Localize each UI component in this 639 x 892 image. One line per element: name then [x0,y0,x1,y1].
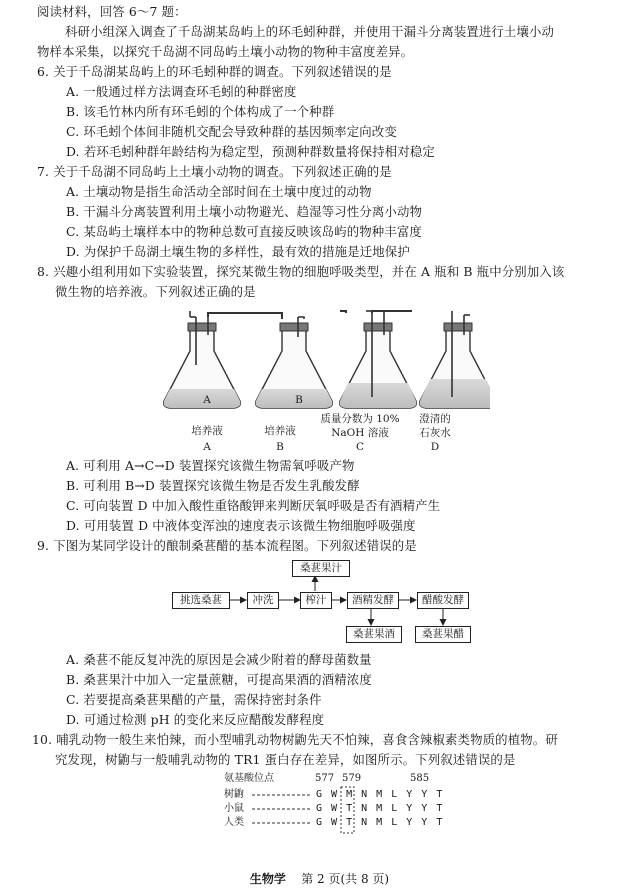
flask-d-letter: D [430,441,440,453]
flask-c [340,311,417,408]
flask-a-inner-label: A [203,394,211,406]
species-mouse: 小鼠 [224,803,244,814]
flask-c-caption-1: 质量分数为 10% [320,413,400,425]
question-10-stem-line2: 究发现，树鼩与一般哺乳动物的 TR1 蛋白存在差异，如图所示。下列叙述错误的是 [55,752,516,767]
question-8-option-c: C. 可向装置 D 中加入酸性重铬酸钾来判断厌氧呼吸是否有酒精产生 [66,498,441,513]
flask-a-letter: A [203,441,211,453]
question-8-option-b: B. 可利用 B→D 装置探究该微生物是否发生乳酸发酵 [66,478,360,493]
flow-box-mulberry-vinegar: 桑葚果醋 [415,626,471,643]
flask-apparatus-figure [150,305,490,425]
flask-a-caption: 培养液 [191,425,223,437]
footer-page-number: 第 2 页(共 8 页) [301,872,390,886]
question-6-option-c: C. 环毛蚓个体间非随机交配会导致种群的基因频率定向改变 [66,124,397,139]
question-9-option-d: D. 可通过检测 pH 的变化来反应醋酸发酵程度 [66,712,325,727]
question-7-option-d: D. 为保护千岛湖土壤生物的多样性，最有效的措施是迁地保护 [66,244,410,259]
question-6-stem: 6. 关于千岛湖某岛屿上的环毛蚓种群的调查。下列叙述错误的是 [37,64,392,79]
flow-box-juice-top: 桑葚果汁 [292,560,350,577]
question-7-option-b: B. 干漏斗分离装置利用土壤小动物避光、趋湿等习性分离小动物 [66,204,423,219]
question-8-option-a: A. 可利用 A→C→D 装置探究该微生物需氧呼吸产物 [66,458,355,473]
question-8-option-d: D. 可用装置 D 中液体变浑浊的速度表示该微生物细胞呼吸强度 [66,518,416,533]
question-9-option-b: B. 桑葚果汁中加入一定量蔗糖，可提高果酒的酒精浓度 [66,672,372,687]
reading-intro: 阅读材料，回答 6～7 题： [37,4,187,19]
flask-d-caption-2: 石灰水 [419,427,451,439]
reading-material-line2: 物样本采集，以探究千岛湖不同岛屿土壤小动物的物种丰富度差异。 [37,44,414,59]
question-7-stem: 7. 关于千岛湖不同岛屿上土壤小动物的调查。下列叙述正确的是 [37,164,392,179]
flow-box-squeeze: 榨汁 [300,592,332,609]
flask-d [420,311,490,408]
species-human: 人类 [224,817,244,828]
sequence-tree-shrew: G W M N M L Y Y T [316,789,444,800]
flask-c-letter: C [355,441,365,453]
flask-d-caption-1: 澄清的 [419,413,451,425]
question-6-option-b: B. 该毛竹林内所有环毛蚓的个体构成了一个种群 [66,104,335,119]
flask-b-letter: B [276,441,284,453]
sequence-human: G W T N M L Y Y T [316,817,444,828]
sequence-mouse: G W T N M L Y Y T [316,803,444,814]
site-577-label: 577 [315,773,335,784]
site-585-label: 585 [410,773,430,784]
question-9-option-c: C. 若要提高桑葚果醋的产量，需保持密封条件 [66,692,322,707]
question-6-option-a: A. 一般通过样方法调查环毛蚓的种群密度 [66,84,297,99]
site-579-label: 579 [342,773,362,784]
question-9-stem: 9. 下图为某同学设计的酿制桑葚醋的基本流程图。下列叙述错误的是 [37,538,417,553]
flow-box-select-mulberry: 挑选桑葚 [172,592,230,609]
question-7-option-c: C. 某岛屿土壤样本中的物种总数可直接反映该岛屿的物种丰富度 [66,224,422,239]
question-10-stem-line1: 10. 哺乳动物一般生来怕辣，而小型哺乳动物树鼩先天不怕辣，喜食含辣椒素类物质的植物。研 [32,732,558,747]
flask-b-inner-label: B [295,394,303,406]
flow-box-mulberry-wine: 桑葚果酒 [346,626,402,643]
flow-box-acetic-fermentation: 醋酸发酵 [417,592,469,609]
question-8-stem-line1: 8. 兴趣小组利用如下实验装置，探究某微生物的细胞呼吸类型，并在 A 瓶和 B 瓶中分别加入该 [37,264,565,279]
flask-c-caption-2: NaOH 溶液 [331,427,389,439]
flow-box-alcohol-fermentation: 酒精发酵 [347,592,399,609]
page-footer [0,870,639,887]
question-8-stem-line2: 微生物的培养液。下列叙述正确的是 [55,284,256,299]
footer-subject: 生物学 [249,872,286,886]
question-7-option-a: A. 土壤动物是指生命活动全部时间在土壤中度过的动物 [66,184,372,199]
species-tree-shrew: 树鼩 [224,789,244,800]
amino-acid-site-header: 氨基酸位点 [224,773,274,784]
question-6-option-d: D. 若环毛蚓种群年龄结构为稳定型，预测种群数量将保持相对稳定 [66,144,435,159]
reading-material-line1: 科研小组深入调查了千岛湖某岛屿上的环毛蚓种群，并使用干漏斗分离装置进行土壤小动 [65,24,555,39]
question-9-option-a: A. 桑葚不能反复冲洗的原因是会减少附着的酵母菌数量 [66,652,372,667]
flask-b-caption: 培养液 [264,425,296,437]
flow-box-wash: 冲洗 [247,592,279,609]
